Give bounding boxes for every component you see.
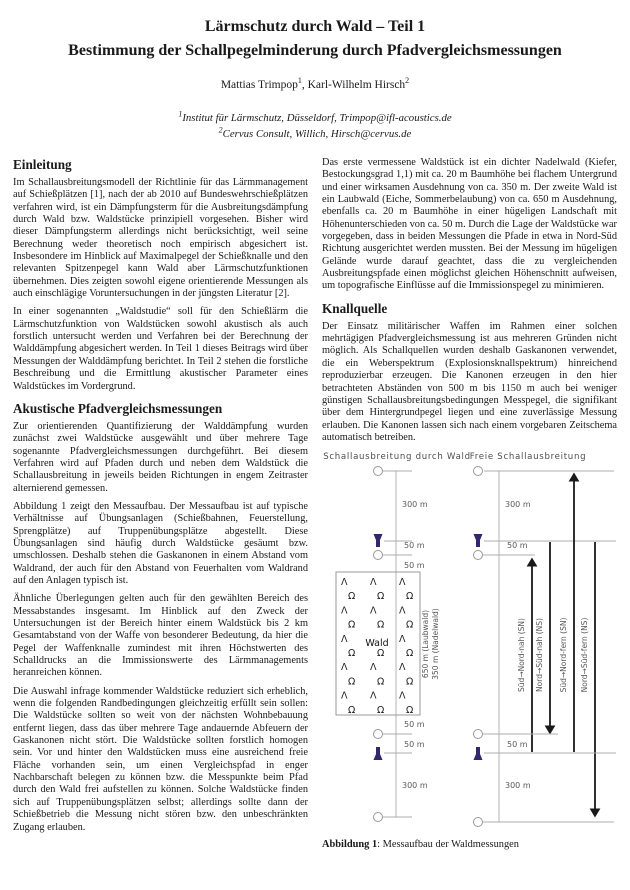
diagram-header-forest-path: Schallausbreitung durch Wald	[323, 452, 471, 463]
deciduous-tree-icon: Ω	[348, 591, 356, 603]
arrow-label-sued-nord-fern: Süd→Nord-fern (SN)	[559, 617, 568, 693]
author-2: Karl-Wilhelm Hirsch	[307, 79, 406, 91]
microphone-icon	[374, 813, 383, 822]
conifer-tree-icon: Λ	[399, 690, 406, 702]
arrow-label-nord-sued-nah: Nord→Süd-nah (NS)	[535, 618, 544, 693]
conifer-tree-icon: Λ	[341, 605, 348, 617]
figure-caption-text: : Messaufbau der Waldmessungen	[377, 839, 519, 851]
two-column-body	[0, 157, 630, 850]
paragraph: Zur orientierenden Quantifizierung der Walddämpfung wurden zunächst zwei Waldstücke ausgewählt und über mehrere Tage sogenannte Pfadvergleichsmessungen durchgeführt. Bei diesem Verfahren wird auf Pfaden durch und neben dem Waldstück die Schallausbreitung in jeweils beiden Richtungen in engem Zeitraster alternierend gemessen.	[13, 420, 308, 494]
affiliation-1-text: Institut für Lärmschutz, Düsseldorf, Trimpop@ifl-acoustics.de	[182, 112, 452, 124]
deciduous-tree-icon: Ω	[348, 619, 356, 631]
author-1: Mattias Trimpop	[220, 79, 298, 91]
microphone-icon	[374, 467, 383, 476]
distance-label: 300 m	[505, 500, 531, 510]
section-heading-knallquelle: Knallquelle	[322, 300, 388, 316]
conifer-tree-icon: Λ	[370, 690, 377, 702]
microphone-icon	[374, 730, 383, 739]
microphone-icon	[474, 551, 483, 560]
conifer-tree-icon: Λ	[341, 577, 348, 589]
measurement-setup-diagram	[322, 450, 618, 830]
deciduous-tree-icon: Ω	[348, 648, 356, 660]
deciduous-tree-icon: Ω	[406, 676, 414, 688]
paragraph: Das erste vermessene Waldstück ist ein dichter Nadelwald (Kiefer, Bestockungsgrad 1,1) mit ca. 20 m Baumhöhe bei flachem Untergrund und einer wirksamen Ausdehnung von ca. 350 m. Der zweite Wald ist ein Laubwald (Eiche, Sommerbelaubung) von ca. 650 m Ausdehnung, ebenfalls ca. 20 m Baumhöhe in einer hügeligen Landschaft mit Höhenunterschieden von ca. 50 m. Durch die Lage der Waldstücke war vorgegeben, dass in beiden Messungen die Pfade in etwa in Nord-Süd Richtung ausgerichtet werden mussten. Bei der Messung im hügeligen Gelände wurde darauf geachtet, dass die zu vergleichenden Ausbreitungspfade einen möglichst gleichen Höhenschnitt aufweisen, um topografische Einflüsse auf die Immissionspegel zu minimieren.	[322, 157, 617, 292]
affiliation-2-sup: 2	[218, 125, 223, 135]
forest-extent-label-laubwald: 650 m (Laubwald)	[421, 610, 430, 679]
paper-title	[0, 15, 630, 63]
deciduous-tree-icon: Ω	[377, 705, 385, 717]
distance-label: 50 m	[404, 561, 425, 571]
affiliation-1	[0, 110, 630, 126]
title-line-2: Bestimmung der Schallpegelminderung durch Pfadvergleichsmessungen	[68, 42, 562, 59]
distance-label: 50 m	[507, 740, 528, 750]
gas-cannon-icon	[474, 534, 483, 547]
paper-header	[0, 0, 630, 142]
conifer-tree-icon: Λ	[399, 662, 406, 674]
deciduous-tree-icon: Ω	[406, 705, 414, 717]
affiliations	[0, 110, 630, 142]
forest-extent-label-nadelwald: 350 m (Nadelwald)	[431, 608, 440, 680]
deciduous-tree-icon: Ω	[377, 619, 385, 631]
conifer-tree-icon: Λ	[399, 605, 406, 617]
title-line-1: Lärmschutz durch Wald – Teil 1	[204, 18, 426, 35]
deciduous-tree-icon: Ω	[406, 619, 414, 631]
author-1-sup: 1	[297, 76, 302, 86]
author-2-sup: 2	[405, 76, 410, 86]
distance-label: 50 m	[404, 541, 425, 551]
distance-label: 50 m	[404, 740, 425, 750]
deciduous-tree-icon: Ω	[377, 676, 385, 688]
right-column	[322, 157, 617, 850]
microphone-icon	[474, 818, 483, 827]
paragraph: Abbildung 1 zeigt den Messaufbau. Der Messaufbau ist auf typische Verhältnisse auf Übungsanlagen (Schießbahnen, Feuerstellung, Sprengplätze) auf Truppenübungsplätze abgestellt. Diese Übungsanlagen sind häufig durch Waldstücke gesäumt bzw. umschlossen. Deshalb stehen die Gaskanonen in einem Abstand vom Waldrand, der auch für den Abstand von Feuerhalten vom Waldrand auf den Anlagen typisch ist.	[13, 500, 308, 586]
figure-caption	[322, 839, 617, 850]
conifer-tree-icon: Λ	[399, 634, 406, 646]
paragraph: In einer sogenannten „Waldstudie“ soll für den Schießlärm die Lärmschutzfunktion von Waldstücken sowohl akustisch als auch forstlich untersucht werden und Verfahren bei der Berechnung der Walddämpfung abgesichert werden. In Teil 1 dieses Beitrags wird über Messungen der Walddämpfung berichtet. In Teil 2 stehen die forstliche Beschreibung und die Ermittlung akustischer Parameter eines Waldstückes im Vordergrund.	[13, 306, 308, 392]
gas-cannon-icon	[374, 747, 383, 760]
paragraph: Der Einsatz militärischer Waffen im Rahmen einer solchen mehrtägigen Pfadvergleichsmessung ist aus mehreren Gründen nicht möglich. Als Schallquellen wurden deshalb Gaskanonen verwendet, die ein Weberspektrum (Explosionsknallspektrum) hinreichend reproduzierbar erzeugen. Die Kanonen erzeugen in den hier betrachteten Abständen von 500 m bis 1150 m auch bei weniger günstigen Schallausbreitungsbedingungen Messpegel, die signifikant über dem Hintergrundpegel liegen und eine zuverlässige Messung erlauben. Die Kanonen lassen sich nach einem vorgebaren Zeitschema automatisch betreiben.	[322, 320, 617, 443]
section-heading-einleitung: Einleitung	[13, 157, 72, 172]
conifer-tree-icon: Λ	[370, 662, 377, 674]
deciduous-tree-icon: Ω	[406, 591, 414, 603]
microphone-icon	[374, 551, 383, 560]
gas-cannon-icon	[374, 534, 383, 547]
distance-label: 300 m	[505, 781, 531, 791]
authors-line	[0, 76, 630, 91]
section-heading-pfadvergleichsmessungen: Akustische Pfadvergleichsmessungen	[13, 400, 223, 416]
distance-label: 50 m	[507, 541, 528, 551]
conifer-tree-icon: Λ	[370, 605, 377, 617]
affiliation-2-text: Cervus Consult, Willich, Hirsch@cervus.de	[222, 128, 412, 140]
deciduous-tree-icon: Ω	[406, 648, 414, 660]
figure-messaufbau	[322, 450, 617, 850]
gas-cannon-icon	[474, 747, 483, 760]
arrow-label-nord-sued-fern: Nord→Süd-fern (NS)	[580, 617, 589, 693]
affiliation-2	[0, 126, 630, 142]
deciduous-tree-icon: Ω	[377, 591, 385, 603]
paragraph: Im Schallausbreitungsmodell der Richtlinie für das Lärmmanagement auf Schießplätzen [1], nach der ab 2010 auf Bundeswehrschießplätzen verfahren wird, ist ein Dämpfungsterm für die Ausbreitungsdämpfung durch Wald bzw. Waldstücke prinzipiell vorgesehen. Bisher wird dieser Dämpfungsterm allerdings nicht berücksichtigt, weil seine Berechnung weder theoretisch noch empirisch abgesichert ist. Insbesondere im Hinblick auf Maximalpegel der Schießknalle und den relevanten Spitzenpegel kann Wald aber Lärmschutzfunktionen übernehmen. Dies zeigten sowohl eigene orientierende Messungen als auch einschlägige Voruntersuchungen in der jüngsten Literatur [2].	[13, 177, 308, 300]
conifer-tree-icon: Λ	[399, 577, 406, 589]
conifer-tree-icon: Λ	[341, 662, 348, 674]
author-separator: ,	[301, 79, 308, 91]
deciduous-tree-icon: Ω	[348, 676, 356, 688]
conifer-tree-icon: Λ	[341, 690, 348, 702]
distance-label: 300 m	[402, 781, 428, 791]
distance-label: 50 m	[404, 720, 425, 730]
conifer-tree-icon: Λ	[370, 577, 377, 589]
left-column	[13, 157, 308, 850]
deciduous-tree-icon: Ω	[377, 648, 385, 660]
paragraph: Die Auswahl infrage kommender Waldstücke reduziert sich erheblich, wenn die folgenden Randbedingungen gleichzeitig erfüllt sein sollen: Die Waldstücke sollten so weit von der nächsten Wohnbebauung entfernt liegen, dass das über mehrere Tage andauernde Abfeuern der Gaskanonen nicht stört. Die Waldstücke sollten forstlich homogen sein. Vor und hinter den Waldstücken muss eine ausreichend freie Fläche vorhanden sein, um einen Vergleichspfad in enger Nachbarschaft belegen zu können bzw. die Messpunkte beim Pfad durch den Wald frei aufstellen zu können. Solche Waldstücke finden sich auf Truppenübungsplätzen selbst; allerdings sollte dann der Schießbetrieb die Messung nicht stören bzw. den unbeschränkten Zugang erlauben.	[13, 685, 308, 833]
affiliation-1-sup: 1	[178, 109, 183, 119]
deciduous-tree-icon: Ω	[348, 705, 356, 717]
microphone-icon	[474, 730, 483, 739]
forest-label: Wald	[365, 638, 389, 650]
conifer-tree-icon: Λ	[341, 634, 348, 646]
paragraph: Ähnliche Überlegungen gelten auch für den gewählten Bereich des Messabstandes insgesamt. Im Hinblick auf den Zweck der Untersuchungen ist der Bereich hinter einem Waldstück bis 2 km Gesamtabstand von der Waffe von besonderer Bedeutung, da hier die Pegel der Waffenknalle zumindest mit ihren Höchstwerten des Schalldrucks an die Immissionswerte des Lärmmanagements heranreichen können.	[13, 593, 308, 679]
arrow-label-sued-nord-nah: Süd→Nord-nah (SN)	[517, 618, 526, 693]
diagram-header-free-path: Freie Schallausbreitung	[469, 452, 587, 463]
distance-label: 300 m	[402, 500, 428, 510]
figure-caption-label: Abbildung 1	[322, 839, 378, 851]
microphone-icon	[474, 467, 483, 476]
